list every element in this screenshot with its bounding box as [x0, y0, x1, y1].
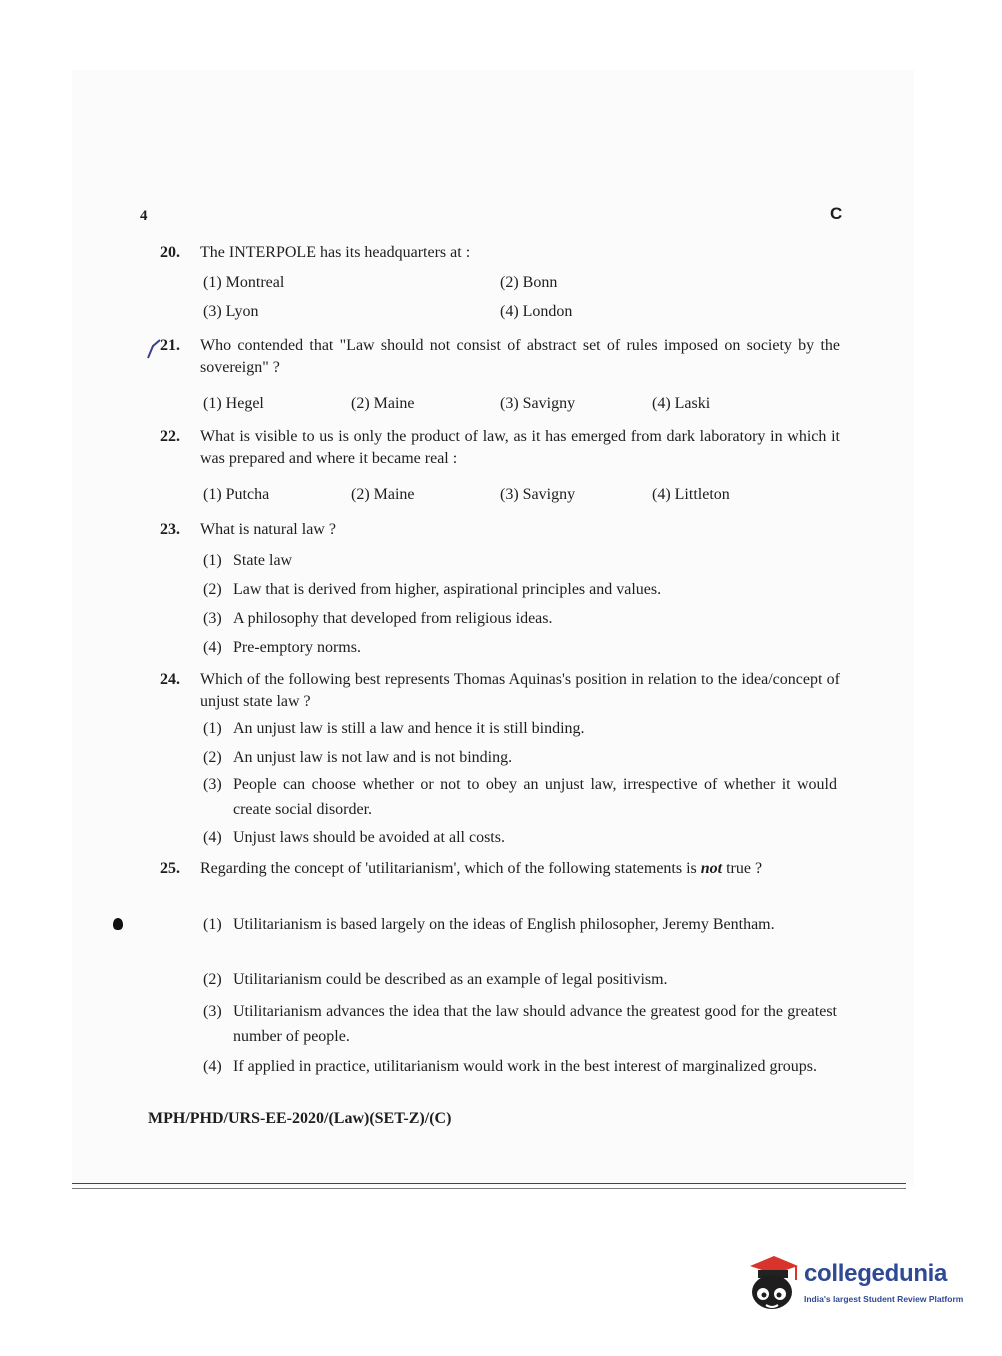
option: (1) Montreal	[203, 274, 285, 291]
option: (4) Littleton	[652, 486, 730, 503]
option-text: People can choose whether or not to obey an unjust law, irrespective of whether it would create social disorder.	[233, 776, 837, 818]
page-number: 4	[140, 208, 148, 224]
option	[203, 1054, 837, 1079]
question-25	[160, 858, 840, 880]
option	[203, 825, 837, 850]
option-text: Utilitarianism could be described as an example of legal positivism.	[233, 971, 668, 988]
option-text: A philosophy that developed from religious ideas.	[233, 610, 553, 627]
question-text: Who contended that "Law should not consist of abstract set of rules imposed on society by the sovereign" ?	[200, 337, 840, 376]
option-text: Utilitarianism advances the idea that the law should advance the greatest good for the greatest number of people.	[233, 1003, 837, 1045]
ink-dot	[113, 918, 123, 930]
option-text: An unjust law is not law and is not binding.	[233, 749, 513, 766]
set-code: C	[830, 204, 843, 223]
option: (3) Savigny	[500, 395, 576, 412]
question-number: 22.	[160, 428, 180, 445]
question-22	[160, 426, 840, 470]
option: (2) Bonn	[500, 274, 558, 291]
option-text: Utilitarianism is based largely on the ideas of English philosopher, Jeremy Bentham.	[233, 916, 775, 933]
option: (4) London	[500, 303, 573, 320]
option-number: (3)	[203, 1003, 222, 1020]
option-number: (1)	[203, 916, 222, 933]
question-text-part: Regarding the concept of 'utilitarianism', which of the following statements is	[200, 860, 701, 877]
question-number: 23.	[160, 521, 180, 538]
option: (1) Hegel	[203, 395, 264, 412]
option-number: (3)	[203, 610, 222, 627]
option-number: (1)	[203, 552, 222, 569]
option-text: State law	[233, 552, 293, 569]
option-number: (3)	[203, 776, 222, 793]
option: (3) Savigny	[500, 486, 576, 503]
option-text: Pre-emptory norms.	[233, 639, 361, 656]
option-text: Unjust laws should be avoided at all costs.	[233, 829, 505, 846]
option	[203, 577, 837, 602]
question-number: 20.	[160, 244, 180, 261]
option	[203, 999, 837, 1049]
question-text: Which of the following best represents Thomas Aquinas's position in relation to the idea/concept of unjust state law ?	[200, 671, 840, 710]
option-text: An unjust law is still a law and hence it is still binding.	[233, 720, 585, 737]
option-text: Law that is derived from higher, aspirational principles and values.	[233, 581, 662, 598]
option	[203, 606, 837, 631]
option: (4) Laski	[652, 395, 711, 412]
logo-brand-name: collegedunia	[804, 1260, 948, 1287]
page-edge-line	[72, 1183, 906, 1184]
option	[203, 967, 837, 992]
paper-code: MPH/PHD/URS-EE-2020/(Law)(SET-Z)/(C)	[148, 1110, 452, 1127]
question-text: The INTERPOLE has its headquarters at :	[200, 244, 471, 261]
mascot-icon	[744, 1252, 800, 1312]
option	[203, 745, 837, 770]
question-24	[160, 669, 840, 713]
page-edge-line	[72, 1188, 906, 1189]
question-text	[200, 858, 840, 880]
logo-tagline: India's largest Student Review Platform	[804, 1294, 964, 1304]
option	[203, 772, 837, 822]
question-21	[160, 335, 840, 379]
question-23	[160, 519, 840, 541]
option-number: (4)	[203, 1058, 222, 1075]
option: (2) Maine	[351, 486, 415, 503]
option	[203, 716, 837, 741]
question-text: What is visible to us is only the product of law, as it has emerged from dark laboratory in which it was prepared and where it became real :	[200, 428, 840, 467]
option-number: (1)	[203, 720, 222, 737]
question-number: 25.	[160, 860, 180, 877]
option-number: (4)	[203, 829, 222, 846]
option: (1) Putcha	[203, 486, 270, 503]
option: (2) Maine	[351, 395, 415, 412]
option	[203, 548, 837, 573]
question-text-part: true ?	[722, 860, 763, 877]
option-text: If applied in practice, utilitarianism would work in the best interest of marginalized groups.	[233, 1058, 817, 1075]
option: (3) Lyon	[203, 303, 259, 320]
collegedunia-logo[interactable]	[744, 1252, 969, 1312]
option-number: (4)	[203, 639, 222, 656]
option	[203, 635, 837, 660]
question-20	[160, 242, 840, 264]
question-number: 21.	[160, 337, 180, 354]
option-number: (2)	[203, 581, 222, 598]
question-text: What is natural law ?	[200, 521, 336, 538]
option-number: (2)	[203, 749, 222, 766]
option-number: (2)	[203, 971, 222, 988]
question-number: 24.	[160, 671, 180, 688]
emphasis-not: not	[700, 860, 723, 877]
option	[203, 912, 837, 937]
